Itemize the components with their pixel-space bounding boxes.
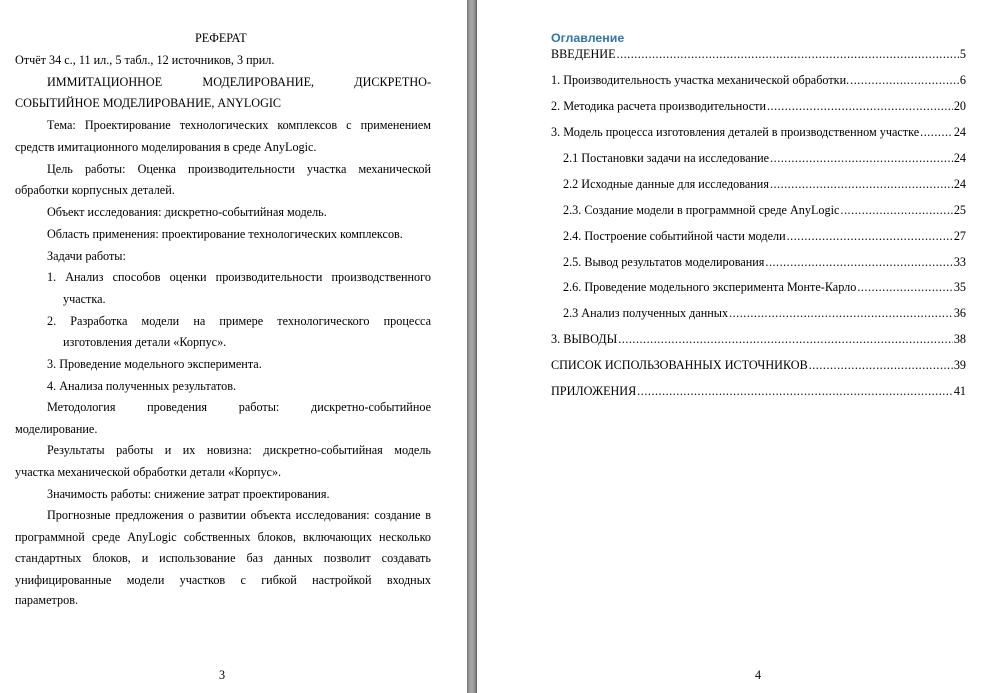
document-page-left [0, 0, 467, 693]
toc-entry-label: 2.3 Анализ полученных данных [563, 306, 729, 320]
topic-line-2: средств имитационного моделирования в среде AnyLogic. [15, 140, 317, 154]
word: Прогнозные [47, 508, 111, 522]
word: Тема: [47, 118, 76, 132]
word: Разработка [70, 314, 128, 328]
word: производительности [188, 162, 295, 176]
keywords-line-2: СОБЫТИЙНОЕ МОДЕЛИРОВАНИЕ, ANYLOGIC [15, 96, 282, 110]
word: проведения [147, 400, 208, 414]
word: процесса [383, 314, 431, 328]
toc-entry[interactable] [563, 177, 966, 191]
forecast-line-3 [15, 551, 431, 565]
toc-dot-leader [770, 151, 953, 165]
word: 2. [47, 314, 57, 328]
word: несколько [379, 530, 431, 544]
toc-entry[interactable] [563, 229, 966, 243]
forecast-line-2 [15, 530, 431, 544]
word: Методология [47, 400, 116, 414]
toc-entry[interactable] [551, 358, 966, 372]
forecast-line-5: параметров. [15, 593, 79, 607]
word: участков [179, 573, 226, 587]
toc-entry-page: 20 [953, 99, 966, 113]
application-area: Область применения: проектирование технологических комплексов. [47, 227, 403, 241]
toc-dot-leader [920, 125, 953, 139]
tasks-label: Задачи работы: [47, 249, 126, 263]
word: блоков, [92, 551, 131, 565]
toc-title: Оглавление [551, 31, 625, 45]
toc-entry-label: 2.3. Создание модели в программной среде AnyLogic [563, 203, 840, 217]
word: объекта [250, 508, 291, 522]
toc-dot-leader [765, 255, 952, 269]
toc-entry-label: СПИСОК ИСПОЛЬЗОВАННЫХ ИСТОЧНИКОВ [551, 358, 808, 372]
toc-entry[interactable] [551, 47, 966, 61]
word: примере [219, 314, 264, 328]
word: ИММИТАЦИОННОЕ [47, 75, 163, 89]
toc-entry-page: 41 [953, 384, 966, 398]
forecast-line-4 [15, 573, 431, 587]
word: их [182, 443, 196, 457]
toc-entry[interactable] [563, 151, 966, 165]
toc-dot-leader [618, 332, 953, 346]
word: с [240, 573, 246, 587]
toc-entry-page: 24 [953, 125, 966, 139]
word: новизна: [206, 443, 252, 457]
toc-dot-leader [857, 280, 952, 294]
word: гибкой [261, 573, 297, 587]
word: на [193, 314, 206, 328]
toc-entry[interactable] [563, 255, 966, 269]
word: производительности [215, 270, 323, 284]
word: применением [360, 118, 431, 132]
word: исследования: [295, 508, 370, 522]
word: с [346, 118, 352, 132]
toc-entry-page: 38 [953, 332, 966, 346]
keywords-line-1 [47, 75, 431, 89]
word: входных [386, 573, 431, 587]
toc-entry-label: 2.6. Проведение модельного эксперимента Монте-Карло [563, 280, 857, 294]
word: способов [112, 270, 161, 284]
results-line-1 [47, 443, 431, 457]
word: позволит [323, 551, 371, 565]
word: дискретно-событийная [263, 443, 383, 457]
toc-entry-label: ПРИЛОЖЕНИЯ [551, 384, 637, 398]
toc-entry[interactable] [563, 280, 966, 294]
toc-entry-label: 3. ВЫВОДЫ [551, 332, 618, 346]
word: механической [358, 162, 431, 176]
toc-entry[interactable] [563, 203, 966, 217]
document-page-right [477, 0, 998, 693]
word: технологических [179, 118, 269, 132]
word: производственного [331, 270, 431, 284]
toc-dot-leader [787, 229, 953, 243]
toc-entry-label: 2.1 Постановки задачи на исследование [563, 151, 770, 165]
word: и [164, 443, 172, 457]
toc-entry-page: 5 [959, 47, 966, 61]
toc-dot-leader [840, 203, 952, 217]
toc-entry-page: 24 [953, 151, 966, 165]
word: данных [273, 551, 313, 565]
word: модель [394, 443, 431, 457]
word: комплексов [277, 118, 338, 132]
word: технологического [277, 314, 370, 328]
toc-entry-label: 3. Модель процесса изготовления деталей в производственном участке [551, 125, 920, 139]
task-3: 3. Проведение модельного эксперимента. [47, 357, 262, 371]
toc-entry-label: 2.5. Вывод результатов моделирования [563, 255, 765, 269]
word: настройкой [312, 573, 372, 587]
word: создавать [381, 551, 431, 565]
goal-line-2: обработки корпусных деталей. [15, 183, 175, 197]
page-number-right: 4 [755, 668, 762, 682]
toc-dot-leader [617, 47, 959, 61]
task-2-line-1 [47, 314, 431, 328]
toc-entry[interactable] [551, 332, 966, 346]
toc-entry-page: 27 [953, 229, 966, 243]
word: модели [141, 314, 180, 328]
word: оценки [169, 270, 207, 284]
task-2-line-2: изготовления детали «Корпус». [63, 335, 227, 349]
toc-entry[interactable] [551, 384, 966, 398]
research-object: Объект исследования: дискретно-событийная модель. [47, 205, 327, 219]
topic-line-1 [47, 118, 431, 132]
word: предложения [115, 508, 184, 522]
goal-line-1 [47, 162, 431, 176]
toc-entry[interactable] [551, 73, 966, 87]
toc-entry-label: 2.4. Построение событийной части модели [563, 229, 786, 243]
word: использование [159, 551, 236, 565]
toc-entry-label: ВВЕДЕНИЕ [551, 47, 616, 61]
methodology-line-2: моделирование. [15, 422, 98, 436]
word: дискретно-событийное [311, 400, 431, 414]
toc-entry-label: 2.2 Исходные данные для исследования [563, 177, 769, 191]
toc-dot-leader [637, 384, 953, 398]
word: стандартных [15, 551, 82, 565]
methodology-line-1 [47, 400, 431, 414]
task-4: 4. Анализа полученных результатов. [47, 379, 237, 393]
word: работы [116, 443, 154, 457]
word: Результаты [47, 443, 105, 457]
forecast-line-1 [47, 508, 431, 522]
word: Оценка [137, 162, 176, 176]
toc-entry-page: 25 [953, 203, 966, 217]
toc-entry-page: 35 [953, 280, 966, 294]
word: Цель [47, 162, 73, 176]
toc-entry-page: 39 [953, 358, 966, 372]
toc-dot-leader [729, 306, 953, 320]
word: и [141, 551, 149, 565]
word: унифицированные [15, 573, 112, 587]
toc-entry[interactable] [551, 125, 966, 139]
toc-entry-page: 36 [953, 306, 966, 320]
results-line-2: участка механической обработки детали «Корпус». [15, 465, 282, 479]
page-gutter [467, 0, 477, 693]
word: AnyLogic [127, 530, 177, 544]
toc-entry-page: 33 [953, 255, 966, 269]
word: Анализ [65, 270, 104, 284]
significance: Значимость работы: снижение затрат проектирования. [47, 487, 330, 501]
toc-dot-leader [809, 358, 953, 372]
toc-entry-label: 1. Производительность участка механической обработки. [551, 73, 850, 87]
word: программной [15, 530, 85, 544]
page-number-left: 3 [219, 668, 226, 682]
word: включающих [302, 530, 372, 544]
toc-entry-label: 2. Методика расчета производительности [551, 99, 766, 113]
task-1-line-1 [47, 270, 431, 284]
task-1-line-2: участка. [63, 292, 106, 306]
abstract-heading: РЕФЕРАТ [195, 31, 247, 45]
toc-dot-leader [850, 73, 959, 87]
word: МОДЕЛИРОВАНИЕ, [202, 75, 315, 89]
word: участка [306, 162, 347, 176]
toc-entry[interactable] [563, 306, 966, 320]
toc-dot-leader [767, 99, 953, 113]
toc-entry-page: 24 [953, 177, 966, 191]
word: работы: [84, 162, 126, 176]
word: ДИСКРЕТНО- [354, 75, 431, 89]
word: среде [91, 530, 121, 544]
word: собственных [183, 530, 251, 544]
word: модели [126, 573, 165, 587]
word: баз [246, 551, 263, 565]
word: о [188, 508, 195, 522]
toc-entry-page: 6 [959, 73, 966, 87]
word: блоков, [257, 530, 296, 544]
word: Проектирование [84, 118, 171, 132]
word: работы: [238, 400, 280, 414]
toc-entry[interactable] [551, 99, 966, 113]
report-stats: Отчёт 34 с., 11 ил., 5 табл., 12 источников, 3 прил. [15, 53, 275, 67]
word: развитии [198, 508, 246, 522]
word: 1. [47, 270, 57, 284]
toc-dot-leader [770, 177, 953, 191]
word: создание [374, 508, 421, 522]
word: в [425, 508, 431, 522]
